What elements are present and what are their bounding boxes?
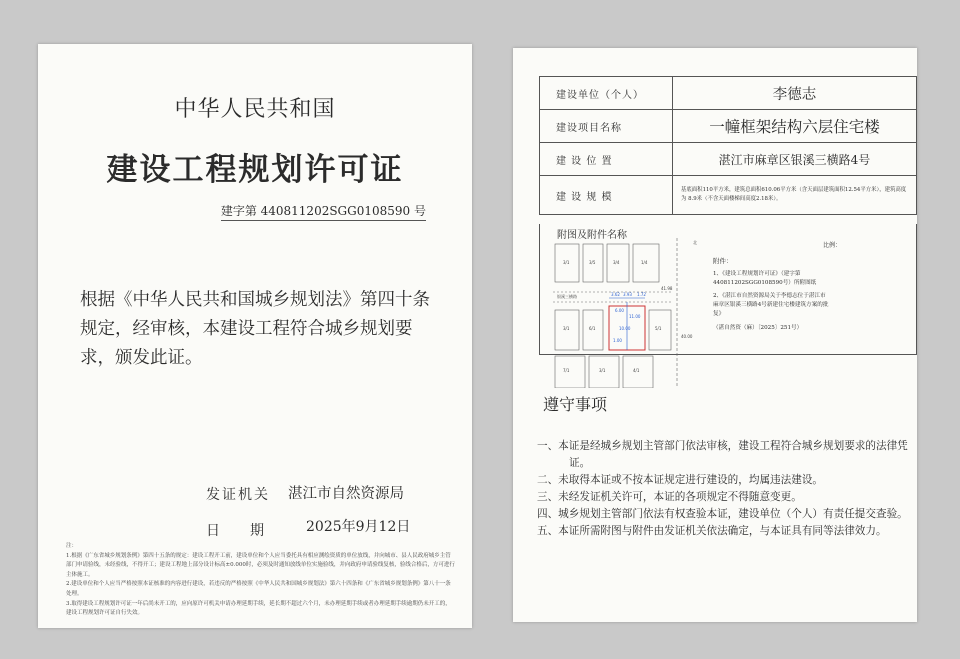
map-dim-label: 10.00: [619, 326, 631, 331]
map-plot-label: 6/1: [589, 326, 596, 331]
table-row: [540, 110, 917, 143]
issuer-label: 发证机关: [206, 487, 270, 503]
rule-item: 五、本证所需附图与附件由发证机关依法确定，与本证具有同等法律效力。: [537, 525, 887, 537]
map-plot-label: 3/1: [563, 326, 570, 331]
map-dim-label: 1.00: [613, 338, 622, 343]
country-name: 中华人民共和国: [174, 97, 336, 122]
map-scale-label: 比例：: [823, 242, 842, 249]
attachments-title: 附图及附件名称: [557, 230, 627, 241]
attachment-item: （湛自然资（麻）〔2025〕251号）: [713, 325, 803, 331]
map-dim-label: 3.93: [623, 292, 632, 297]
map-plot-label: 3/1: [599, 368, 606, 373]
date-value: 2025年9月12日: [306, 519, 411, 535]
notes-heading: 注：: [66, 543, 78, 549]
map-plot-label: 3/5: [589, 260, 596, 265]
note-item: 2.建设单位和个人应当严格按照本证核准的内容进行建设，若违反的严格按照《中华人民共和国城乡规划法》第六十四条和《广东省城乡规划条例》第八十一条处理。: [66, 581, 451, 597]
certificate-body-text: 根据《中华人民共和国城乡规划法》第四十条规定，经审核，本建设工程符合城乡规划要求，颁发此证。: [80, 290, 430, 368]
map-dim-label: 3.62: [611, 292, 620, 297]
attachment-item: 1、《建设工程规划许可证》（建字第440811202SGG0108590号）所附图纸: [713, 271, 817, 286]
note-item: 3.取得建设工程规划许可证一年后尚未开工的，应向原许可机关申请办理延期手续，延长期不超过六个月，未办理延期手续或者办理延期手续逾期仍未开工的，建设工程规划许可证自行失效。: [66, 600, 451, 617]
map-plot-label: 3/4: [613, 260, 620, 265]
location-value: 湛江市麻章区银溪三横路4号: [673, 143, 917, 176]
table-row: [540, 77, 917, 110]
map-dim-label: 11.00: [629, 314, 641, 319]
site-plan-drawing: [553, 238, 703, 388]
rule-item: 一、本证是经城乡规划主管部门依法审核，建设工程符合城乡规划要求的法律凭证。: [537, 440, 908, 469]
map-plot-label: 1/4: [641, 260, 648, 265]
rule-item: 四、城乡规划主管部门依法有权查验本证，建设单位（个人）有责任提交查验。: [537, 508, 908, 520]
map-north-label: 北: [693, 240, 697, 245]
obey-title: 遵守事项: [543, 395, 608, 414]
project-name-value: 一幢框架结构六层住宅楼: [673, 110, 917, 143]
certificate-right-page: [513, 48, 917, 622]
row-label: 建设单位（个人）: [540, 77, 673, 110]
map-plot-label: 7/1: [563, 368, 570, 373]
row-label: 建 设 位 置: [540, 143, 673, 176]
rule-item: 二、未取得本证或不按本证规定进行建设的，均属违法建设。: [537, 474, 824, 486]
map-dim-label: 41.98: [661, 286, 673, 291]
map-road-label: 银溪三横路: [557, 294, 577, 299]
note-item: 1.根据《广东省城乡规划条例》第四十五条的规定：建设工程开工前，建设单位和个人应当委托具有相应测绘资质的单位放线，并向城市、县人民政府城乡主管部门申请验线，未经验线，不得开工；建设工程地上部分设计标高±0.000时，必须及时通知放线单位实施验线，并向政府申请验线复核，验线合格后，方可进行主体施工。: [66, 552, 455, 578]
map-dim-label: 1.72: [637, 292, 646, 297]
map-plot-label: 4/1: [633, 368, 640, 373]
rule-item: 三、未经发证机关许可，本证的各项规定不得随意变更。: [537, 491, 802, 503]
table-row: [540, 143, 917, 176]
builder-value: 李德志: [673, 77, 917, 110]
certificate-left-page: [38, 44, 472, 628]
rules-list: [537, 438, 909, 540]
certificate-title: 建设工程规划许可证: [106, 152, 404, 188]
attachments-label: 附件：: [713, 257, 733, 265]
map-plot-label: 5/1: [655, 326, 662, 331]
table-row: [540, 176, 917, 215]
scale-value: 基底面积110平方米，建筑总面积610.06平方米（含天面层建筑面积12.54平方米），建筑高度为 8.9米（不含天面楼梯间高度2.18米）。: [673, 176, 917, 215]
issuer-value: 湛江市自然资源局: [288, 486, 404, 502]
project-info-table: [539, 76, 917, 215]
map-dim-label: 6.00: [615, 308, 624, 313]
map-plot-label: 3/1: [563, 260, 570, 265]
attachment-item: 2、《湛江市自然资源局关于李德志位于湛江市麻章区银溪三横路4号新建住宅楼建筑方案的批复》: [713, 293, 829, 317]
date-label: 日期: [206, 523, 294, 539]
notes-block: [66, 542, 456, 619]
map-dim-label: 40.00: [681, 334, 693, 339]
certificate-number: 建字第 440811202SGG0108590 号: [221, 202, 426, 221]
row-label: 建设项目名称: [540, 110, 673, 143]
row-label: 建 设 规 模: [540, 176, 673, 215]
